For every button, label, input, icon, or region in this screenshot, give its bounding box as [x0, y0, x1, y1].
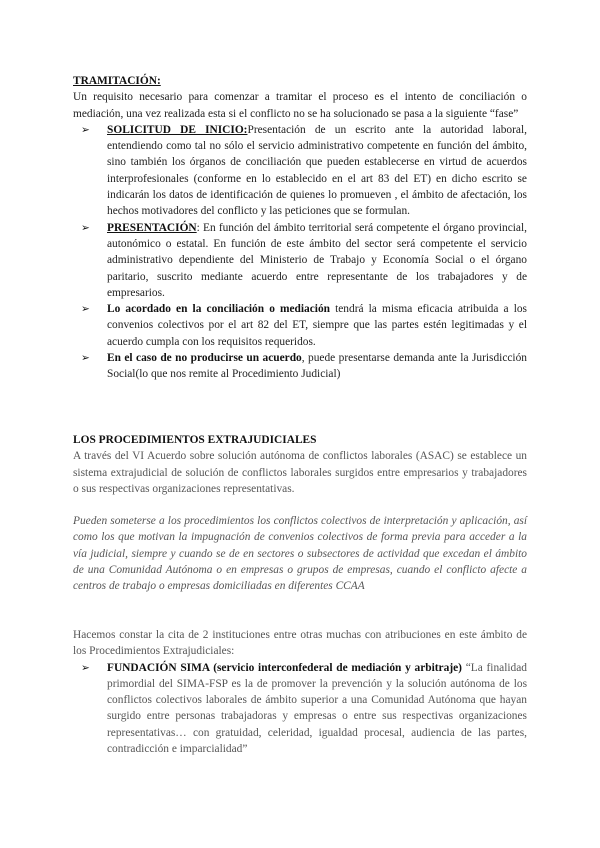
tramitacion-list	[73, 122, 527, 383]
list-item	[73, 660, 527, 758]
item-text: : En función del ámbito territorial será competente el órgano provincial, autonómico o estatal. En función de este ámbito del sector será competente el servicio administrativo dependiente del Ministerio de Trabajo y Economía Social o el órgano paritario, suscrito mediante acuerdo entre representante de los trabajadores y de empresarios.	[107, 221, 527, 299]
item-lead: SOLICITUD DE INICIO:	[107, 123, 248, 136]
item-text: “La finalidad primordial del SIMA-FSP es la de promover la prevención y la solución autónoma de los conflictos colectivos laborales de ámbito superior a una Comunidad Autónoma que hayan surgido entre personas trabajadoras y empresas o entre sus respectivas organizaciones representativas… con gratuidad, celeridad, igualdad procesal, audiencia de las partes, contradicción e imparcialidad”	[107, 661, 527, 756]
arrow-bullet-icon: ➢	[81, 352, 90, 365]
item-text: tendrá la misma eficacia atribuida a los convenios colectivos por el art 82 del ET, siempre que las partes estén legitimadas y el acuerdo cumpla con los requisitos requeridos.	[107, 303, 527, 348]
instituciones-list	[73, 660, 527, 758]
arrow-bullet-icon: ➢	[81, 123, 90, 136]
item-lead: FUNDACIÓN SIMA (servicio interconfederal de mediación y arbitraje)	[107, 661, 462, 674]
extrajudiciales-italic-paragraph: Pueden someterse a los procedimientos los conflictos colectivos de interpretación y aplicación, así como los que motivan la impugnación de convenios colectivos de forma previa para acceder a la vía judicial, siempre y cuando se de en sectores o subsectores de actividad que excedan el ámbito de una Comunidad Autónoma o en empresas o grupos de empresas, cuando el conflicto afecte a centros de trabajo o empresas domiciliadas en diferentes CCAA	[73, 515, 527, 593]
instituciones-section	[73, 627, 527, 757]
list-item	[73, 122, 527, 220]
arrow-bullet-icon: ➢	[81, 661, 90, 674]
extrajudiciales-section	[73, 432, 527, 497]
list-item	[73, 350, 527, 383]
item-lead: Lo acordado en la conciliación o mediación	[107, 303, 330, 316]
item-lead: En el caso de no producirse un acuerdo	[107, 352, 302, 365]
item-text: Presentación de un escrito ante la autoridad laboral, entendiendo como tal no sólo el servicio administrativo competente en función del ámbito, sino también los órganos de conciliación que pueden establecerse en virtud de acuerdos interprofesionales (conforme en lo establecido en el art 83 del ET) en dicho escrito se indicarán los datos de identificación de quienes lo promueven , el ámbito de afectación, los hechos motivadores del conflicto y las peticiones que se formulan.	[107, 123, 527, 218]
item-lead: PRESENTACIÓN	[107, 221, 197, 234]
section-heading-extrajudiciales: LOS PROCEDIMIENTOS EXTRAJUDICIALES	[73, 434, 317, 446]
instituciones-intro: Hacemos constar la cita de 2 instituciones entre otras muchas con atribuciones en este ámbito de los Procedimientos Extrajudiciales:	[73, 629, 527, 658]
tramitacion-intro: Un requisito necesario para comenzar a tramitar el proceso es el intento de conciliación o mediación, una vez realizada esta si el conflicto no se ha solucionado se pasa a la siguiente “fase”	[73, 91, 527, 120]
arrow-bullet-icon: ➢	[81, 221, 90, 234]
extrajudiciales-intro: A través del VI Acuerdo sobre solución autónoma de conflictos laborales (ASAC) se establece un sistema extrajudicial de solución de conflictos laborales surgidos entre empresarios y trabajadores o sus respectivas organizaciones representativas.	[73, 450, 527, 495]
list-item	[73, 301, 527, 350]
tramitacion-section	[73, 73, 527, 383]
section-heading-tramitacion: TRAMITACIÓN:	[73, 75, 161, 87]
arrow-bullet-icon: ➢	[81, 303, 90, 316]
item-text: , puede presentarse demanda ante la Jurisdicción Social(lo que nos remite al Procedimiento Judicial)	[107, 352, 527, 381]
list-item	[73, 220, 527, 301]
